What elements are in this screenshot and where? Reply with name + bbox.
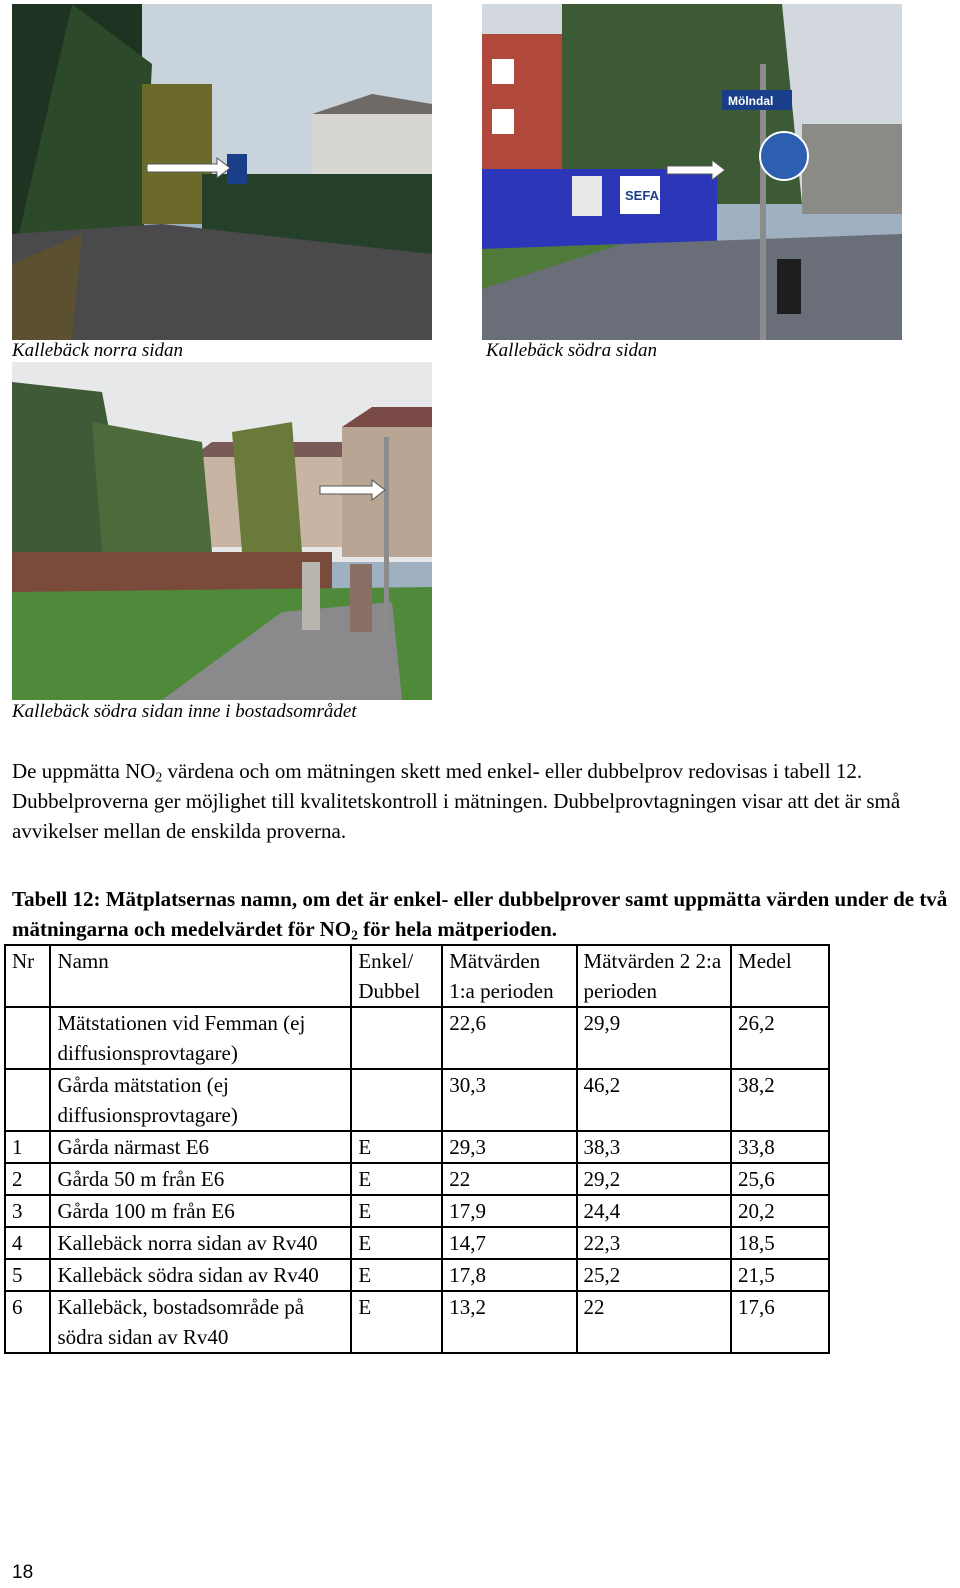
cell-namn: Kallebäck, bostadsområde på södra sidan av Rv40 [50, 1291, 351, 1353]
cell-enkel-dubbel: E [351, 1291, 442, 1353]
cell-enkel-dubbel: E [351, 1227, 442, 1259]
table-row [5, 1259, 829, 1291]
table-caption-part-1: Tabell 12: Mätplatsernas namn, om det är enkel- eller dubbelprover samt uppmätta värden under de två mätningarna och medelvärdet för NO [12, 887, 948, 941]
cell-matvarden-2: 25,2 [577, 1259, 732, 1291]
cell-matvarden-2: 24,4 [577, 1195, 732, 1227]
cell-matvarden-1: 17,8 [442, 1259, 576, 1291]
table-row [5, 1131, 829, 1163]
table-row [5, 1163, 829, 1195]
cell-medel: 26,2 [731, 1007, 829, 1069]
cell-matvarden-2: 22,3 [577, 1227, 732, 1259]
measurement-table [4, 944, 830, 1354]
cell-nr [5, 1007, 50, 1069]
cell-nr: 2 [5, 1163, 50, 1195]
cell-namn: Kallebäck norra sidan av Rv40 [50, 1227, 351, 1259]
sign-molndal-text: Mölndal [728, 94, 774, 108]
cell-namn: Gårda 50 m från E6 [50, 1163, 351, 1195]
cell-matvarden-1: 22,6 [442, 1007, 576, 1069]
cell-namn: Mätstationen vid Femman (ej diffusionsprovtagare) [50, 1007, 351, 1069]
cell-enkel-dubbel: E [351, 1163, 442, 1195]
cell-nr: 4 [5, 1227, 50, 1259]
cell-enkel-dubbel [351, 1007, 442, 1069]
cell-matvarden-2: 38,3 [577, 1131, 732, 1163]
photo-kalleback-norra [12, 4, 432, 340]
table-row [5, 1291, 829, 1353]
table-header-row [5, 945, 829, 1007]
cell-medel: 25,6 [731, 1163, 829, 1195]
photo-kalleback-sodra [482, 4, 902, 340]
cell-enkel-dubbel: E [351, 1259, 442, 1291]
table-caption-part-2: för hela mätperioden. [357, 917, 557, 941]
cell-medel: 21,5 [731, 1259, 829, 1291]
table-row [5, 1227, 829, 1259]
container-sign-text: SEFA [625, 188, 659, 203]
cell-enkel-dubbel: E [351, 1131, 442, 1163]
header-nr: Nr [5, 945, 50, 1007]
table-row [5, 1069, 829, 1131]
cell-matvarden-1: 13,2 [442, 1291, 576, 1353]
cell-medel: 33,8 [731, 1131, 829, 1163]
table-row [5, 1007, 829, 1069]
cell-namn: Gårda mätstation (ej diffusionsprovtagare) [50, 1069, 351, 1131]
cell-nr: 6 [5, 1291, 50, 1353]
cell-namn: Kallebäck södra sidan av Rv40 [50, 1259, 351, 1291]
cell-nr: 3 [5, 1195, 50, 1227]
body-paragraph [12, 756, 957, 846]
header-enkel-dubbel: Enkel/ Dubbel [351, 945, 442, 1007]
cell-nr: 1 [5, 1131, 50, 1163]
caption-photo-2: Kallebäck södra sidan [486, 340, 657, 361]
cell-matvarden-2: 29,9 [577, 1007, 732, 1069]
cell-matvarden-2: 22 [577, 1291, 732, 1353]
paragraph-part-1: De uppmätta NO [12, 759, 156, 783]
table-row [5, 1195, 829, 1227]
cell-medel: 18,5 [731, 1227, 829, 1259]
cell-matvarden-1: 30,3 [442, 1069, 576, 1131]
cell-nr [5, 1069, 50, 1131]
paragraph-part-2: värdena och om mätningen skett med enkel- eller dubbelprov redovisas i tabell 12. Dubbelproverna ger möjlighet till kvalitetskontroll i mätningen. Dubbelprovtagningen visar att det är små avvikelser mellan de enskilda proverna. [12, 759, 901, 843]
header-matvarden-2: Mätvärden 2 2:a perioden [577, 945, 732, 1007]
cell-enkel-dubbel [351, 1069, 442, 1131]
cell-matvarden-2: 46,2 [577, 1069, 732, 1131]
caption-photo-1: Kallebäck norra sidan [12, 340, 183, 361]
cell-enkel-dubbel: E [351, 1195, 442, 1227]
cell-medel: 17,6 [731, 1291, 829, 1353]
caption-photo-3: Kallebäck södra sidan inne i bostadsområdet [12, 701, 357, 722]
header-matvarden-1: Mätvärden 1:a perioden [442, 945, 576, 1007]
paragraph-subscript: 2 [155, 769, 163, 785]
cell-nr: 5 [5, 1259, 50, 1291]
cell-matvarden-1: 29,3 [442, 1131, 576, 1163]
cell-matvarden-1: 14,7 [442, 1227, 576, 1259]
page-number: 18 [12, 1562, 34, 1583]
header-medel: Medel [731, 945, 829, 1007]
cell-namn: Gårda närmast E6 [50, 1131, 351, 1163]
photo-kalleback-bostadsomrade [12, 362, 432, 700]
cell-medel: 38,2 [731, 1069, 829, 1131]
cell-namn: Gårda 100 m från E6 [50, 1195, 351, 1227]
cell-medel: 20,2 [731, 1195, 829, 1227]
cell-matvarden-1: 17,9 [442, 1195, 576, 1227]
cell-matvarden-2: 29,2 [577, 1163, 732, 1195]
header-namn: Namn [50, 945, 351, 1007]
cell-matvarden-1: 22 [442, 1163, 576, 1195]
table-caption-subscript: 2 [351, 927, 358, 943]
table-caption [12, 884, 957, 944]
